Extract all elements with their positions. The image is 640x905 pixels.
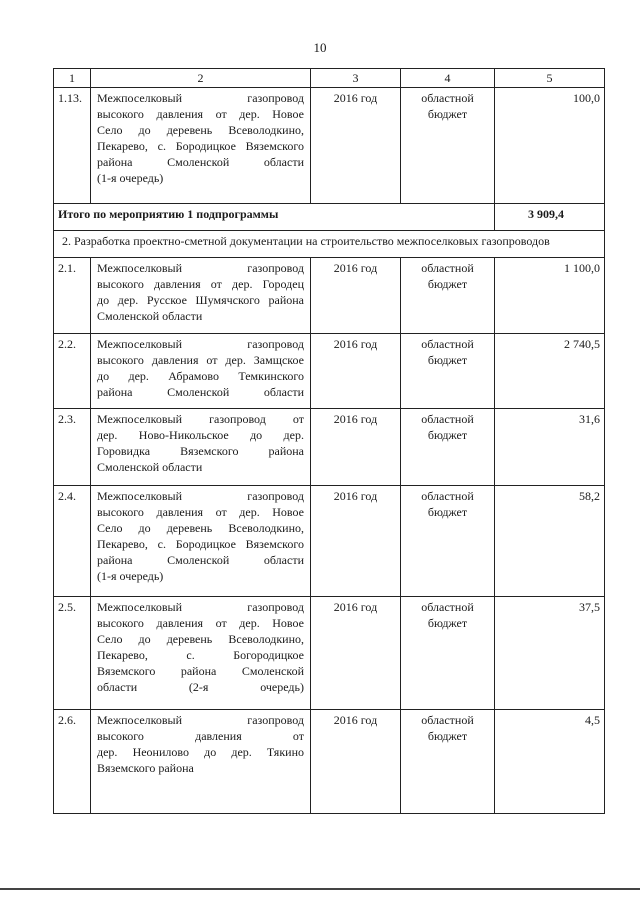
row-description [91,710,311,814]
funding-source-line: бюджет [427,505,468,519]
description-line: высокого давления от дер. Городец [97,277,304,291]
description-line: Межпоселковый газопровод [97,261,304,275]
header-col-1: 1 [54,69,91,88]
table-row [54,334,605,409]
row-year: 2016 год [311,88,401,204]
funding-source-line: областной [421,91,474,105]
row-year: 2016 год [311,710,401,814]
table-row [54,258,605,334]
description-line: Пекарево, с. Бородицкое Вяземского [97,537,304,551]
table-row [54,597,605,710]
table-row [54,486,605,597]
description-line: области (2-я очередь) [97,680,304,694]
row-description [91,409,311,486]
funding-source-line: бюджет [427,277,468,291]
description-line: района Смоленской области [97,385,304,399]
row-description [91,334,311,409]
row-number: 2.1. [54,258,91,334]
row-number: 2.2. [54,334,91,409]
funding-source-line: областной [421,261,474,275]
description-line: Межпоселковый газопровод [97,600,304,614]
header-col-3: 3 [311,69,401,88]
total-row [54,204,605,231]
description-line: дер. Неонилово до дер. Тякино [97,745,304,759]
funding-source-line: областной [421,600,474,614]
description-line: Пекарево, с. Богородицкое [97,648,304,662]
description-line: Горовидка Вяземского района [97,444,304,458]
row-year: 2016 год [311,486,401,597]
row-year: 2016 год [311,597,401,710]
funding-source-line: бюджет [427,616,468,630]
row-number: 2.5. [54,597,91,710]
row-funding-source [401,597,495,710]
row-amount: 58,2 [495,486,605,597]
table-row [54,710,605,814]
row-description [91,258,311,334]
row-description [91,597,311,710]
header-col-5: 5 [495,69,605,88]
table-header-row [54,69,605,88]
description-line: до дер. Русское Шумячского района [97,293,304,307]
header-col-4: 4 [401,69,495,88]
funding-source-line: бюджет [427,353,468,367]
row-year: 2016 год [311,258,401,334]
funding-source-line: областной [421,337,474,351]
description-line: Село до деревень Всеволодкино, [97,123,304,137]
description-line: Вяземского района [97,761,194,775]
description-line: (1-я очередь) [97,171,164,185]
funding-source-line: бюджет [427,428,468,442]
table-row [54,409,605,486]
description-line: Межпоселковый газопровод [97,489,304,503]
description-line: района Смоленской области [97,155,304,169]
description-line: Пекарево, с. Бородицкое Вяземского [97,139,304,153]
description-line: Смоленской области [97,309,203,323]
table-row [54,88,605,204]
row-funding-source [401,710,495,814]
funding-source-line: областной [421,489,474,503]
page-number: 10 [313,40,327,55]
row-number: 2.6. [54,710,91,814]
description-line: Межпоселковый газопровод [97,337,304,351]
funding-source-line: областной [421,713,474,727]
row-number: 1.13. [54,88,91,204]
description-line: высокого давления от дер. Замщское [97,353,304,367]
funding-source-line: областной [421,412,474,426]
row-year: 2016 год [311,334,401,409]
description-line: высокого давления от дер. Новое [97,107,304,121]
row-description [91,486,311,597]
funding-source-line: бюджет [427,107,468,121]
description-line: района Смоленской области [97,553,304,567]
total-label: Итого по мероприятию 1 подпрограммы [54,204,495,231]
description-line: Межпоселковый газопровод [97,713,304,727]
row-funding-source [401,258,495,334]
section-row [54,231,605,258]
row-amount: 2 740,5 [495,334,605,409]
footer-divider [0,888,640,890]
description-line: до дер. Абрамово Темкинского [97,369,304,383]
description-line: высокого давления от дер. Новое [97,616,304,630]
description-line: Смоленской области [97,460,203,474]
description-line: (1-я очередь) [97,569,164,583]
funding-source-line: бюджет [427,729,468,743]
row-funding-source [401,486,495,597]
row-amount: 37,5 [495,597,605,710]
description-line: Село до деревень Всеволодкино, [97,632,304,646]
description-line: Межпоселковый газопровод [97,91,304,105]
row-funding-source [401,409,495,486]
description-line: высокого давления от дер. Новое [97,505,304,519]
row-amount: 1 100,0 [495,258,605,334]
row-funding-source [401,334,495,409]
header-col-2: 2 [91,69,311,88]
row-amount: 100,0 [495,88,605,204]
row-amount: 31,6 [495,409,605,486]
row-number: 2.4. [54,486,91,597]
description-line: Село до деревень Всеволодкино, [97,521,304,535]
row-funding-source [401,88,495,204]
description-line: Межпоселковый газопровод от [97,412,304,426]
row-description [91,88,311,204]
section-title: 2. Разработка проектно-сметной документации на строительство межпоселковых газопроводов [54,231,605,258]
program-table [53,68,605,814]
row-amount: 4,5 [495,710,605,814]
total-amount: 3 909,4 [495,204,605,231]
description-line: высокого давления от [97,729,304,743]
row-year: 2016 год [311,409,401,486]
row-number: 2.3. [54,409,91,486]
description-line: дер. Ново-Никольское до дер. [97,428,304,442]
description-line: Вяземского района Смоленской [97,664,304,678]
